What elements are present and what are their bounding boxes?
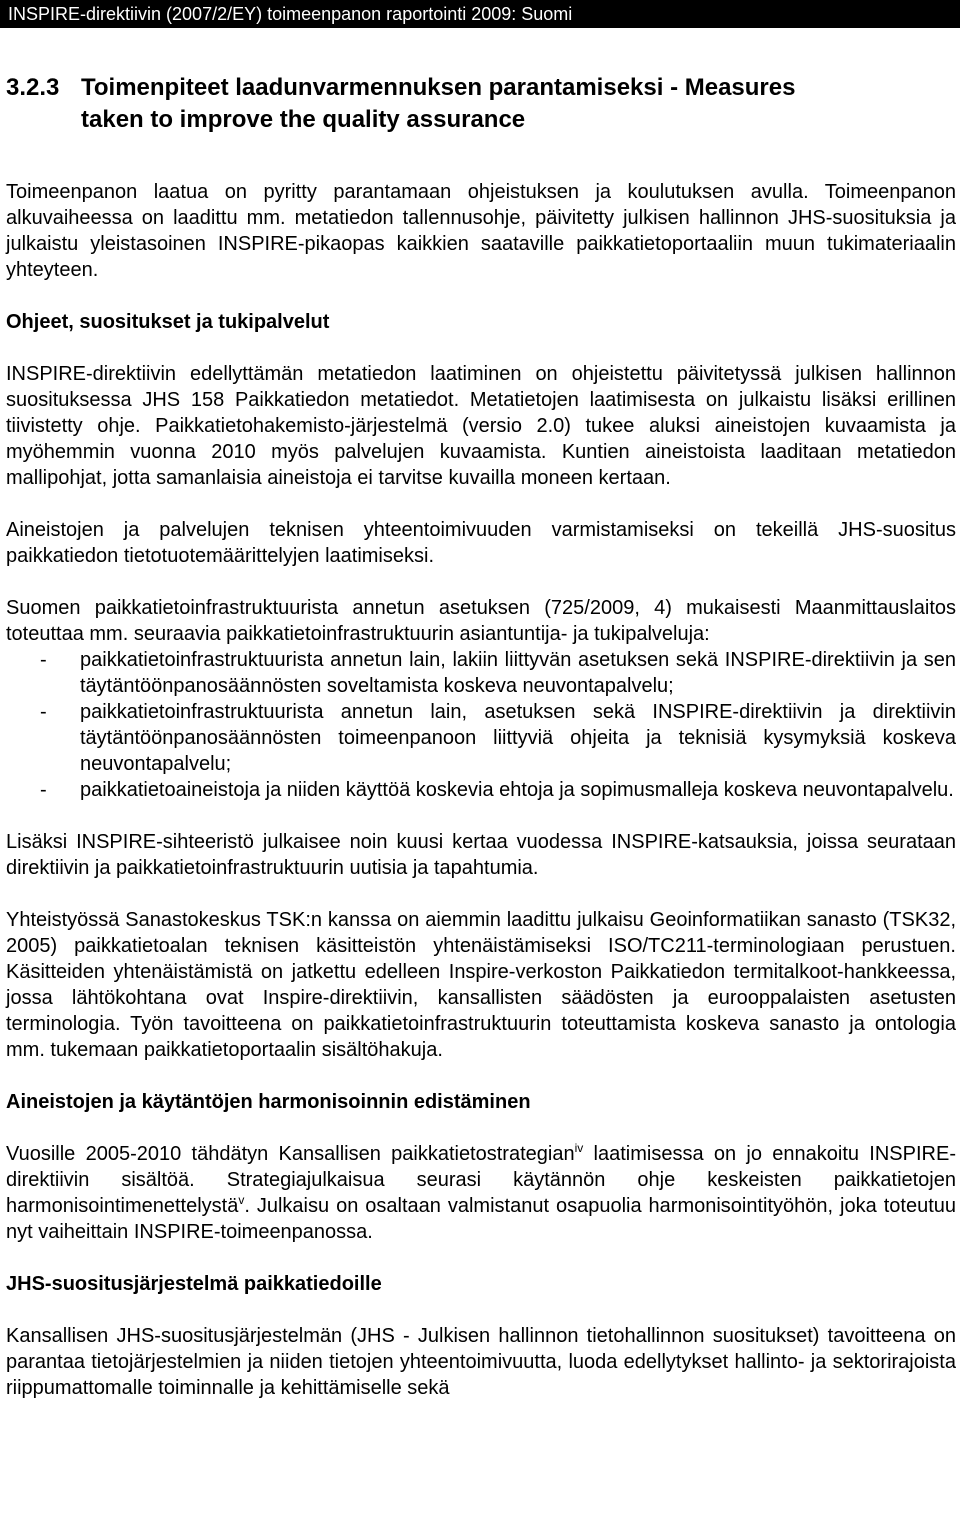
- subheading-jhs: JHS-suositusjärjestelmä paikkatiedoille: [6, 1273, 382, 1295]
- section-heading: [6, 72, 956, 136]
- list-item: [6, 647, 956, 699]
- subheading-ohjeet: Ohjeet, suositukset ja tukipalvelut: [6, 311, 330, 333]
- list-item-text: paikkatietoinfrastruktuurista annetun lain, asetuksen sekä INSPIRE-direktiivin ja direktiivin täytäntöönpanosäännösten toimeenpanoon liittyviä ohjeita ja teknisiä kysymyksiä koskeva neuvontapalvelu;: [80, 701, 956, 775]
- strategy-text-a: Vuosille 2005-2010 tähdätyn Kansallisen paikkatietostrategian: [6, 1143, 575, 1165]
- running-header-text: INSPIRE-direktiivin (2007/2/EY) toimeenpanon raportointi 2009: Suomi: [8, 4, 573, 24]
- list-item-text: paikkatietoinfrastruktuurista annetun lain, lakiin liittyvän asetuksen sekä INSPIRE-direktiivin ja sen täytäntöönpanosäännösten soveltamista koskeva neuvontapalvelu;: [80, 649, 956, 697]
- list-dash: -: [40, 701, 47, 723]
- paragraph-jhs-system: Kansallisen JHS-suositusjärjestelmän (JHS - Julkisen hallinnon tietohallinnon suositukset) tavoitteena on parantaa tietojärjestelmien ja niiden tietojen yhteentoimivuutta, luoda edellytykset hallinto- ja sektorirajoista riippumattomalle toiminnalle ja kehittämiselle sekä: [6, 1325, 956, 1399]
- paragraph-intro: Toimeenpanon laatua on pyritty parantamaan ohjeistuksen ja koulutuksen avulla. Toimeenpanon alkuvaiheessa on laadittu mm. metatiedon tallennusohje, päivitetty julkisen hallinnon JHS-suosituksia ja julkaistu yleistasoinen INSPIRE-pikaopas kaikkien saataville paikkatietoportaaliin muun tukimateriaalin yhteyteen.: [6, 181, 956, 281]
- paragraph-interoperability: Aineistojen ja palvelujen teknisen yhteentoimivuuden varmistamiseksi on tekeillä JHS-suositus paikkatiedon tietotuotemäärittelyjen laatimiseksi.: [6, 519, 956, 567]
- endnote-ref-iv[interactable]: iv: [574, 1141, 584, 1155]
- paragraph-secretariat: Lisäksi INSPIRE-sihteeristö julkaisee noin kuusi kertaa vuodessa INSPIRE-katsauksia, joissa seurataan direktiivin ja paikkatietoinfrastruktuurin uutisia ja tapahtumia.: [6, 831, 956, 879]
- endnote-ref-v[interactable]: v: [238, 1193, 245, 1207]
- paragraph-decree: Suomen paikkatietoinfrastruktuurista annetun asetuksen (725/2009, 4) mukaisesti Maanmittauslaitos toteuttaa mm. seuraavia paikkatietoinfrastruktuurin asiantuntija- ja tukipalveluja:: [6, 597, 956, 645]
- paragraph-terminology: Yhteistyössä Sanastokeskus TSK:n kanssa on aiemmin laadittu julkaisu Geoinformatiikan sanasto (TSK32, 2005) paikkatietoalan teknisen käsitteistön yhtenäistämiseksi ISO/TC211-terminologiaan perustuen. Käsitteiden yhtenäistämistä on jatkettu edelleen Inspire-verkoston Paikkatiedon termitalkoot-hankkeessa, jossa lähtökohtana ovat Inspire-direktiivin, kansallisten säädösten ja eurooppalaisten asetusten terminologia. Työn tavoitteena on paikkatietoinfrastruktuurin toteuttamista koskeva sanasto ja ontologia mm. tukemaan paikkatietoportaalin sisältöhakuja.: [6, 909, 956, 1061]
- section-title-line1: Toimenpiteet laadunvarmennuksen parantamiseksi - Measures: [81, 74, 796, 101]
- support-services-list: [6, 647, 956, 803]
- list-item-text: paikkatietoaineistoja ja niiden käyttöä koskevia ehtoja ja sopimusmalleja koskeva neuvontapalvelu.: [80, 779, 954, 801]
- document-body: [6, 72, 956, 1427]
- running-header: [0, 0, 960, 28]
- strategy-text-c: . Julkaisu on osaltaan valmistanut osapuolia harmonisointityöhön, joka toteutuu nyt vaiheittain INSPIRE-toimeenpanossa.: [6, 1195, 956, 1243]
- paragraph-strategy: [6, 1141, 956, 1245]
- section-title-line2: taken to improve the quality assurance: [81, 106, 526, 133]
- subheading-harmonisation: Aineistojen ja käytäntöjen harmonisoinnin edistäminen: [6, 1091, 531, 1113]
- list-dash: -: [40, 649, 47, 671]
- list-item: [6, 777, 956, 803]
- list-dash: -: [40, 779, 47, 801]
- paragraph-metadata-guidance: INSPIRE-direktiivin edellyttämän metatiedon laatiminen on ohjeistettu päivitetyssä julkisen hallinnon suosituksessa JHS 158 Paikkatiedon metatiedot. Metatietojen laatimisesta on julkaistu lisäksi erillinen tiivistetty ohje. Paikkatietohakemisto-järjestelmä (versio 2.0) tukee aluksi aineistojen kuvaamista ja myöhemmin vuonna 2010 myös palvelujen kuvaamista. Kuntien aineistoista laaditaan metatiedon mallipohjat, jotta samanlaisia aineistoja ei tarvitse kuvailla moneen kertaan.: [6, 363, 956, 489]
- section-number: 3.2.3: [6, 74, 60, 101]
- list-item: [6, 699, 956, 777]
- strategy-text-b: laatimisessa on jo ennakoitu INSPIRE-direktiivin sisältöä. Strategiajulkaisua seurasi käytännön ohje keskeisten paikkatietojen harmonisointimenettelystä: [6, 1143, 956, 1217]
